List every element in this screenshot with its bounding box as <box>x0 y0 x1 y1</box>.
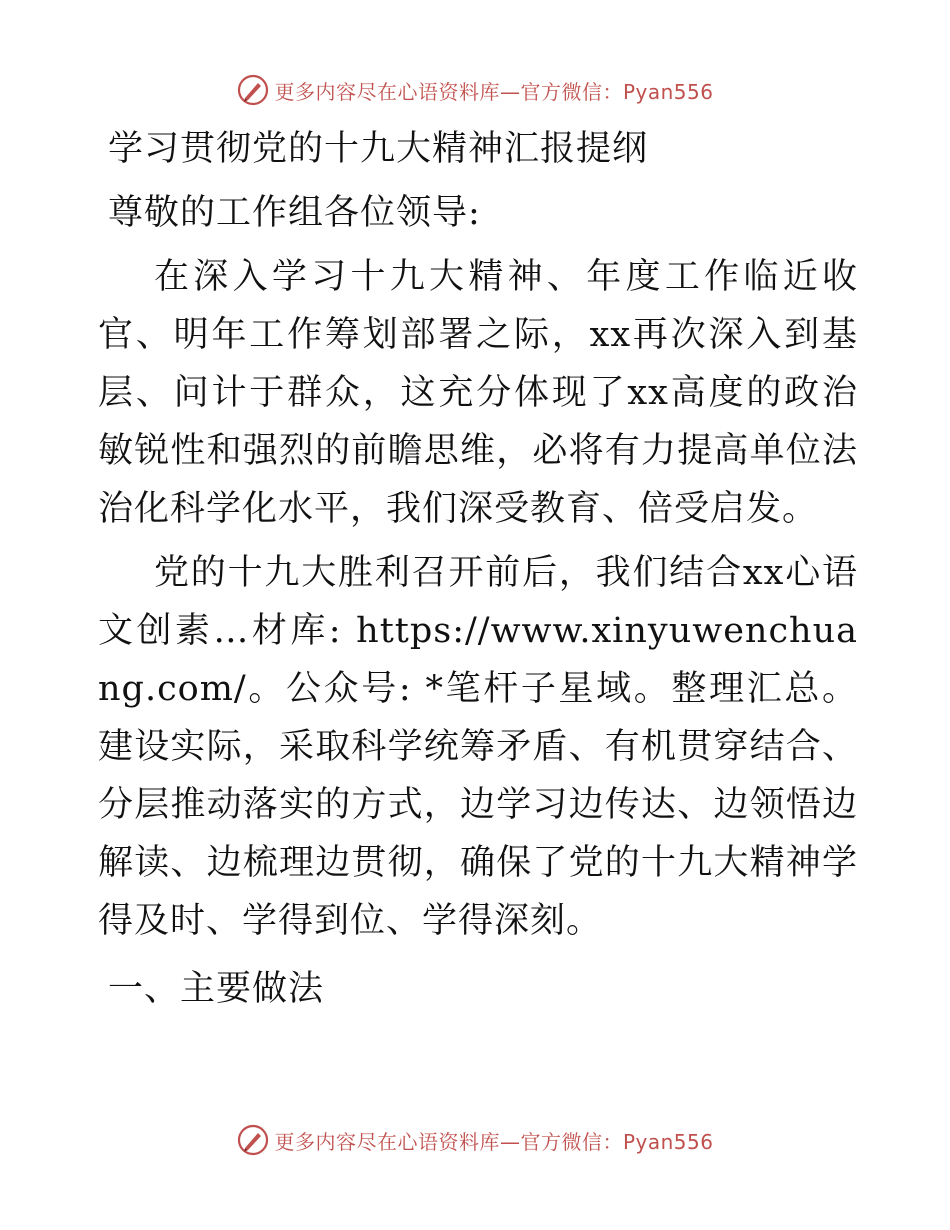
document-title: 学习贯彻党的十九大精神汇报提纲 <box>108 129 649 169</box>
paragraph-2: 党的十九大胜利召开前后，我们结合xx心语文创素…材库: https://www.xinyuwenchuang.com/。公众号: *笔杆子星域。整理汇总。建设实际，采取科学统筹矛盾、有机贯穿结合、分层推动落实的方式，边学习边传达、边领悟边解读、边梳理边贯彻，确保了党的十九大精神学得及时、学得到位、学得深刻。 <box>98 553 858 941</box>
pen-circle-logo-icon <box>236 1123 270 1157</box>
header-watermark-banner <box>0 70 950 110</box>
banner-text: 更多内容尽在心语资料库—官方微信：Pyan556 <box>274 1129 714 1154</box>
greeting: 尊敬的工作组各位领导: <box>108 193 481 233</box>
banner-text: 更多内容尽在心语资料库—官方微信：Pyan556 <box>274 79 714 104</box>
section-heading: 一、主要做法 <box>108 969 325 1009</box>
document-body <box>98 120 858 1018</box>
paragraph-1: 在深入学习十九大精神、年度工作临近收官、明年工作筹划部署之际，xx再次深入到基层、问计于群众，这充分体现了xx高度的政治敏锐性和强烈的前瞻思维，必将有力提高单位法治化科学化水平，我们深受教育、倍受启发。 <box>98 257 858 529</box>
pen-circle-logo-icon <box>236 73 270 107</box>
footer-watermark-banner <box>0 1120 950 1160</box>
